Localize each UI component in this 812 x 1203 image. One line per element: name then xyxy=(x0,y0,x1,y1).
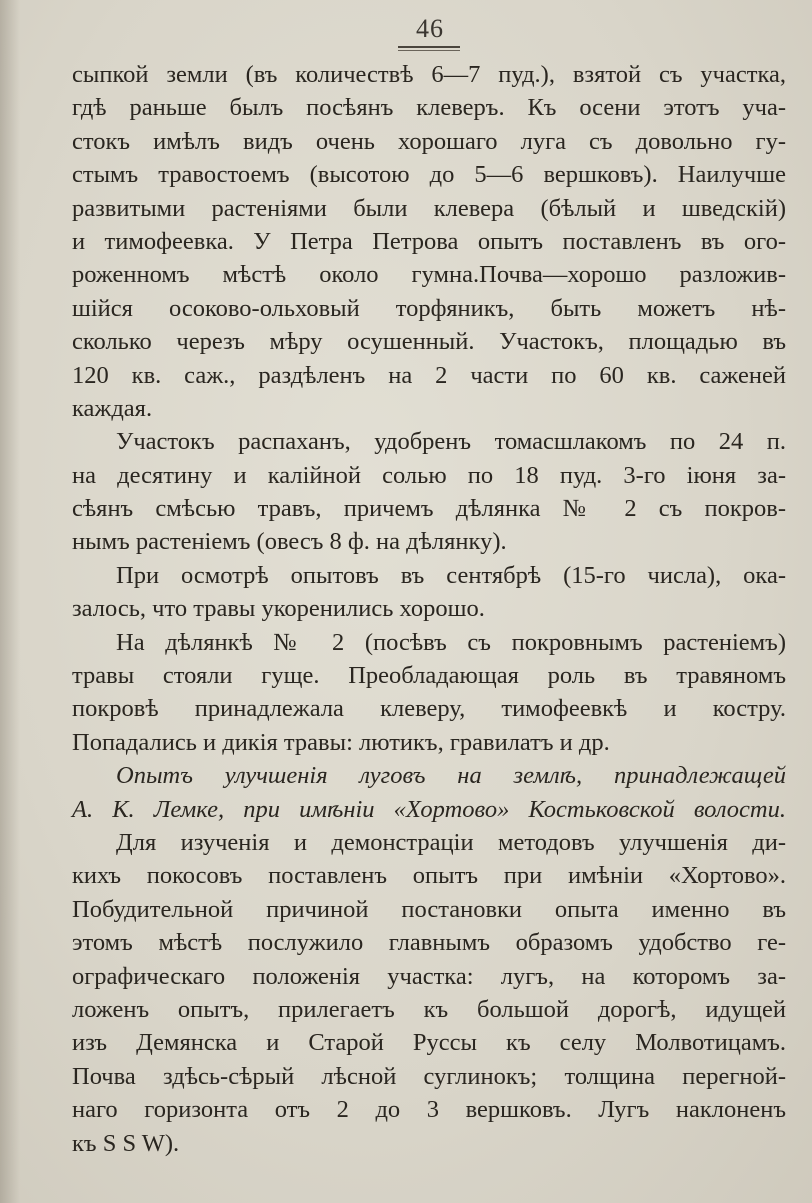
text-line: стымъ травостоемъ (высотою до 5—6 вершковъ). Наилучше xyxy=(72,161,786,189)
text-line: сѣянъ смѣсью травъ, причемъ дѣлянка № 2 съ покров- xyxy=(72,495,786,523)
paragraph-end-line: къ S S W). xyxy=(72,1129,180,1157)
text-line: кихъ покосовъ поставленъ опытъ при имѣніи «Хортово». xyxy=(72,862,786,890)
text-line: этомъ мѣстѣ послужило главнымъ образомъ удобство ге- xyxy=(72,929,786,957)
text-line: покровѣ принадлежала клеверу, тимофеевкѣ и костру. xyxy=(72,695,786,723)
paragraph-first-line: Участокъ распаханъ, удобренъ томасшлакомъ по 24 п. xyxy=(116,428,786,456)
page-number: 46 xyxy=(416,14,444,43)
text-line: Побудительной причиной постановки опыта именно въ xyxy=(72,895,786,923)
text-line: шійся осоково-ольховый торфяникъ, быть можетъ нѣ- xyxy=(72,294,786,322)
text-line: на десятину и калійной солью по 18 пуд. 3-го іюня за- xyxy=(72,461,786,489)
text-line: 120 кв. саж., раздѣленъ на 2 части по 60 кв. саженей xyxy=(72,361,786,389)
text-line: стокъ имѣлъ видъ очень хорошаго луга съ довольно гу- xyxy=(72,127,786,155)
text-line: ложенъ опытъ, прилегаетъ къ большой дорогѣ, идущей xyxy=(72,995,786,1023)
bleed-through-line xyxy=(66,1148,786,1178)
text-line: изъ Демянска и Старой Руссы къ селу Молвотицамъ. xyxy=(72,1029,786,1057)
section-heading: А. К. Лемке, при имѣніи «Хортово» Костьковской волости. xyxy=(72,795,786,823)
text-line: роженномъ мѣстѣ около гумна.Почва—хорошо разложив- xyxy=(72,261,786,289)
text-line: Почва здѣсь-сѣрый лѣсной суглинокъ; толщина перегной- xyxy=(72,1062,786,1090)
text-line: травы стояли гуще. Преобладающая роль въ травяномъ xyxy=(72,662,786,690)
paragraph-end-line: каждая. xyxy=(72,394,153,422)
text-line: ографическаго положенія участка: лугъ, на которомъ за- xyxy=(72,962,786,990)
page-edge-shadow xyxy=(0,0,20,1203)
text-line: наго горизонта отъ 2 до 3 вершковъ. Лугъ наклоненъ xyxy=(72,1096,786,1124)
paragraph-end-line: нымъ растеніемъ (овесъ 8 ф. на дѣлянку). xyxy=(72,528,507,556)
paragraph-end-line: залось, что травы укоренились хорошо. xyxy=(72,595,485,623)
text-line: сколько черезъ мѣру осушенный. Участокъ, площадью въ xyxy=(72,328,786,356)
paragraph-first-line: Для изученія и демонстраціи методовъ улучшенія ди- xyxy=(116,828,786,856)
bleed-through-line xyxy=(66,1118,786,1148)
page-body xyxy=(72,58,786,1160)
text-line: развитыми растеніями были клевера (бѣлый и шведскій) xyxy=(72,194,786,222)
paragraph-end-line: Попадались и дикія травы: лютикъ, гравилатъ и др. xyxy=(72,728,610,756)
text-line: сыпкой земли (въ количествѣ 6—7 пуд.), взятой съ участка, xyxy=(72,61,786,88)
paragraph-first-line: При осмотрѣ опытовъ въ сентябрѣ (15-го числа), ока- xyxy=(116,561,786,589)
paragraph-first-line: На дѣлянкѣ № 2 (посѣвъ съ покровнымъ растеніемъ) xyxy=(116,628,786,656)
text-line: гдѣ раньше былъ посѣянъ клеверъ. Къ осени этотъ уча- xyxy=(72,94,786,122)
text-line: и тимофеевка. У Петра Петрова опытъ поставленъ въ ого- xyxy=(72,227,786,255)
page-number-rule xyxy=(398,46,460,51)
section-heading: Опытъ улучшенія луговъ на землѣ, принадлежащей xyxy=(116,762,786,790)
bleed-through-text xyxy=(66,1118,786,1178)
